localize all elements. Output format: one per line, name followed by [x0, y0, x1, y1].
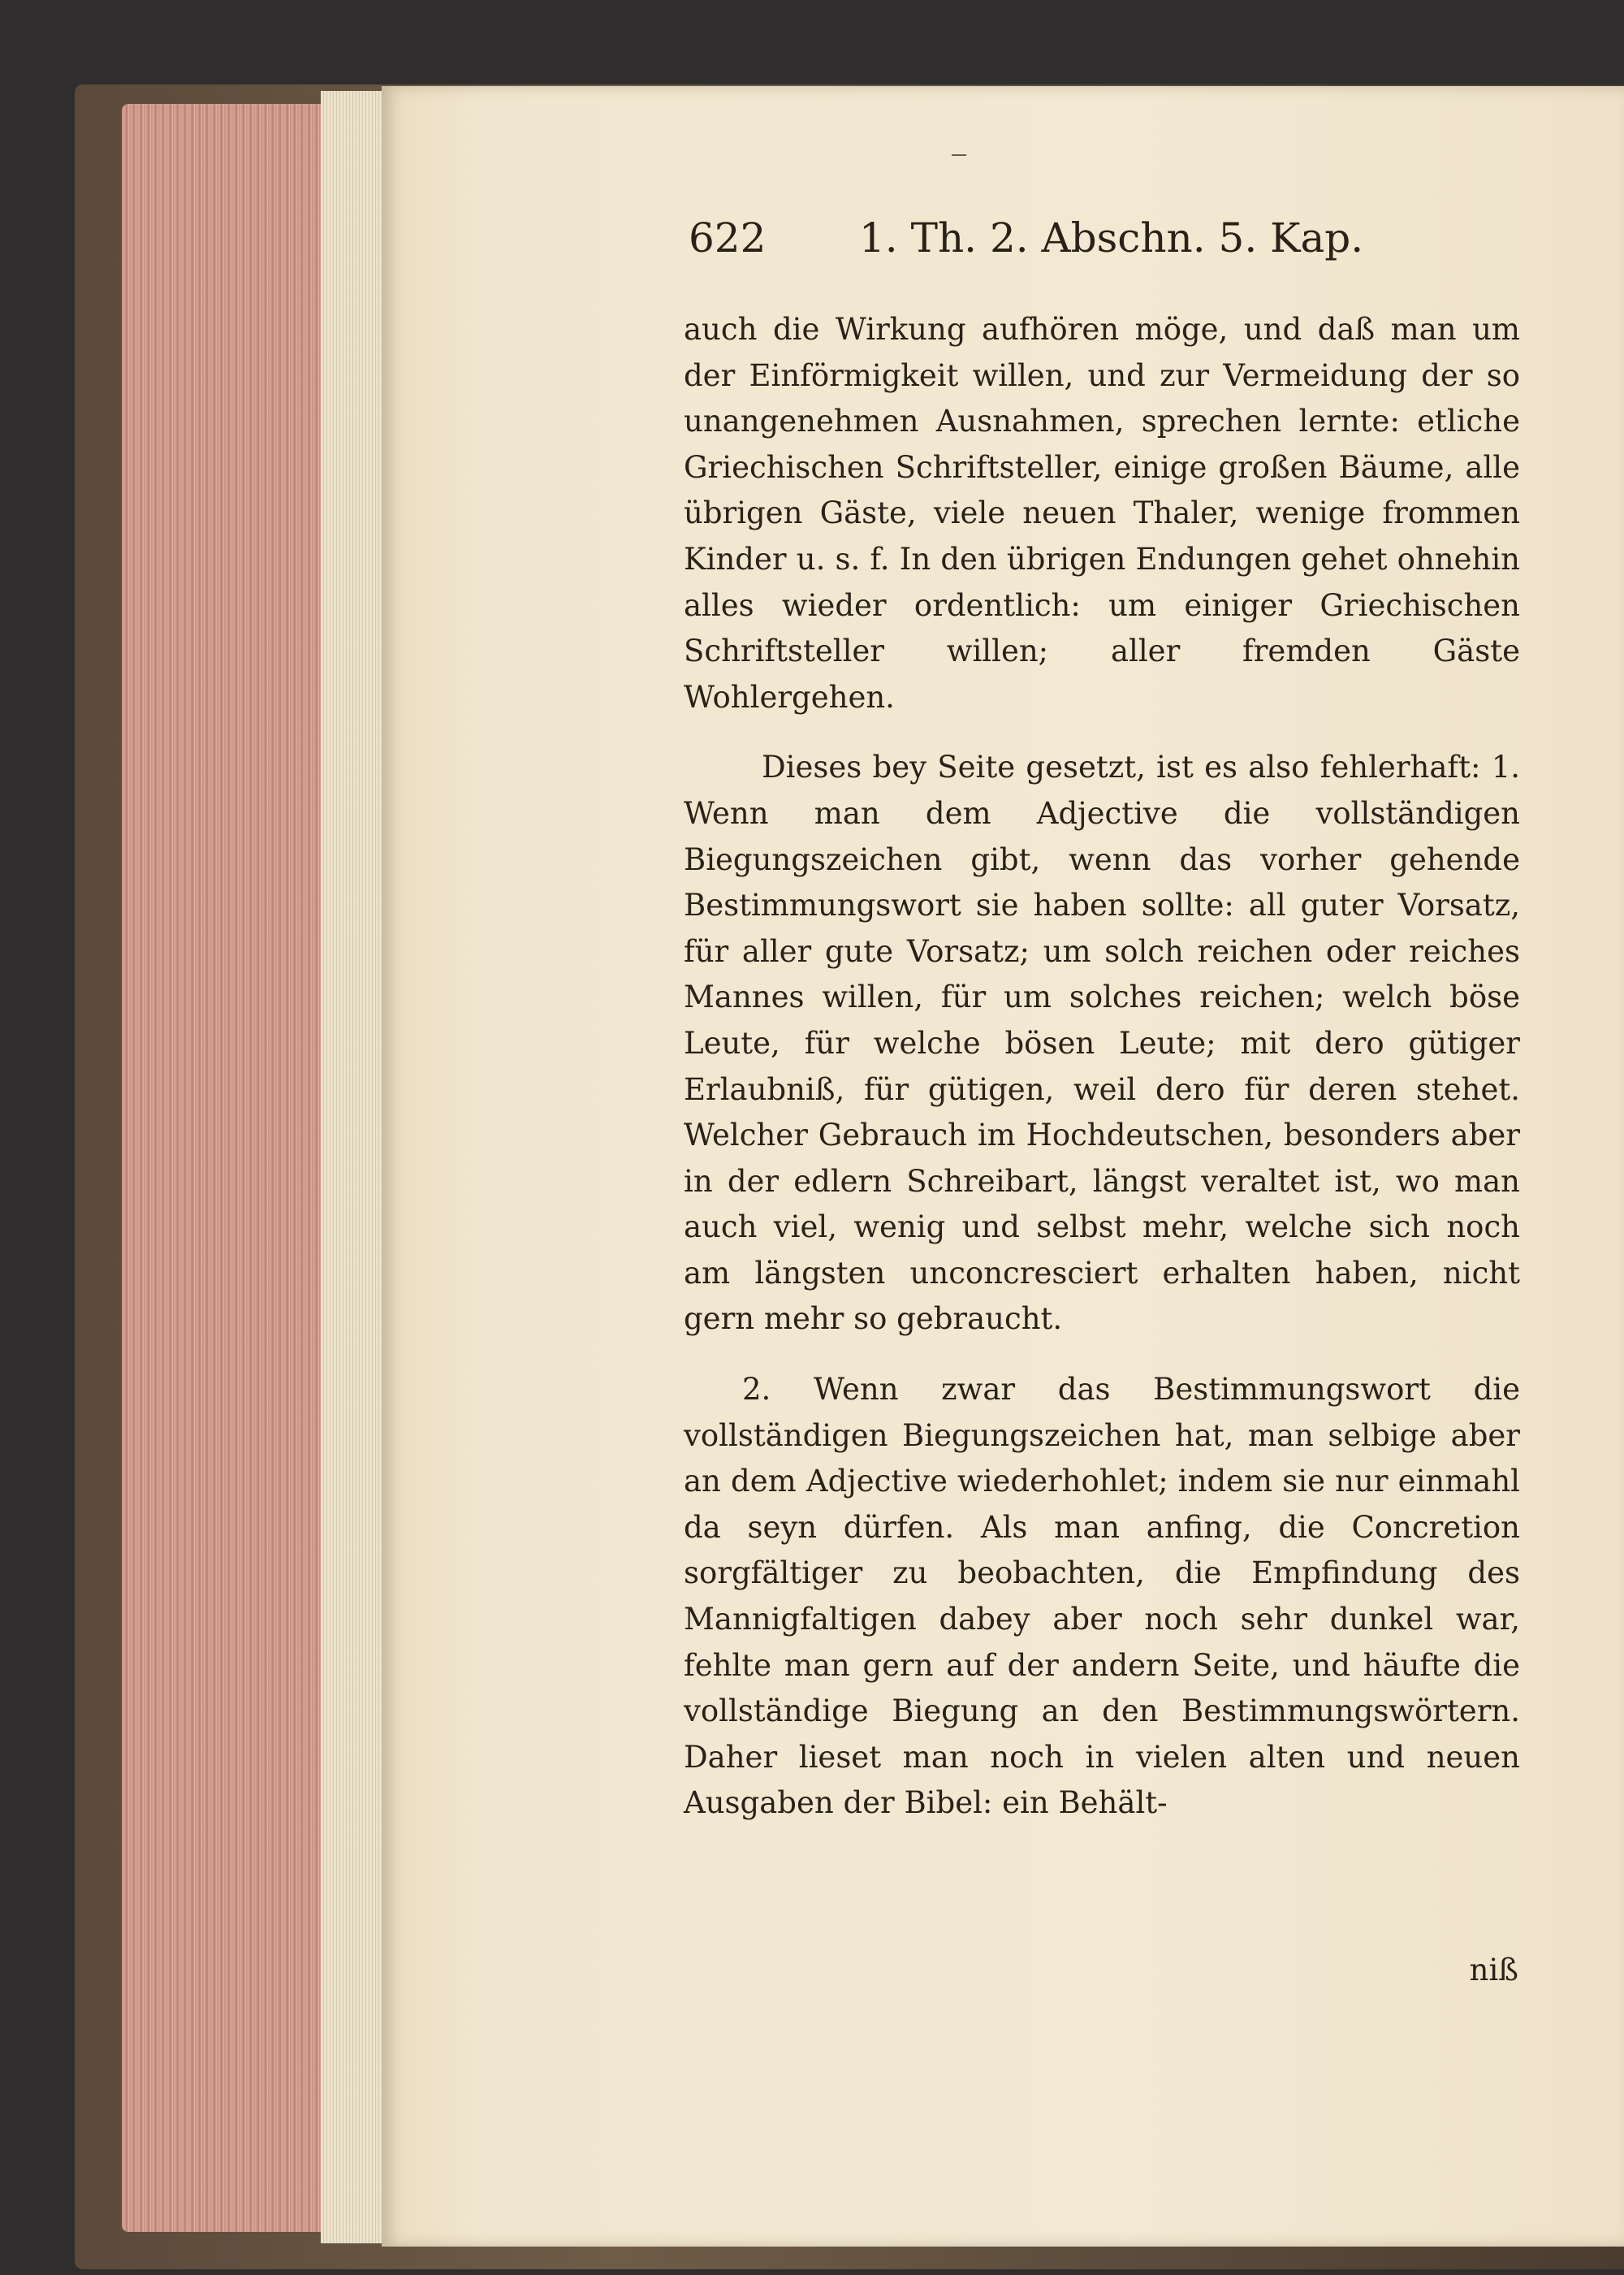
paragraph-2: Dieses bey Seite gesetzt, ist es also fehlerhaft: 1. Wenn man dem Adjective die vollständigen Biegungszeichen gibt, wenn das vorher gehende Bestimmungswort sie haben sollte: all guter Vorsatz, für aller gute Vorsatz; um solch reichen oder reiches Mannes willen, für um solches reichen; welch böse Leute, für welche bösen Leute; mit dero gütiger Erlaubniß, für gütigen, weil dero für deren stehet. Welcher Gebrauch im Hochdeutschen, besonders aber in der edlern Schreibart, längst veraltet ist, wo man auch viel, wenig und selbst mehr, welche sich noch am längsten unconcresciert erhalten haben, nicht gern mehr so gebraucht. [684, 750, 1520, 1337]
catchword: niß [1469, 1953, 1518, 1987]
paragraph-1: auch die Wirkung aufhören möge, und daß man um der Einförmigkeit willen, und zur Vermeidung der so unangenehmen Ausnahmen, sprechen lernte: etliche Griechischen Schriftsteller, einige großen Bäume, alle übrigen Gäste, viele neuen Thaler, wenige frommen Kinder u. s. f. In den übrigen Endungen gehet ohnehin alles wieder ordentlich: um einiger Griechischen Schriftsteller willen; aller fremden Gäste Wohlergehen. [684, 312, 1520, 715]
section-heading: 1. Th. 2. Abschn. 5. Kap. [859, 214, 1364, 262]
paragraph-3: 2. Wenn zwar das Bestimmungswort die vollständigen Biegungszeichen hat, man selbige aber an dem Adjective wiederhohlet; indem sie nur einmahl da seyn dürfen. Als man anfing, die Concretion sorgfältiger zu beobachten, die Empfindung des Mannigfaltigen dabey aber noch sehr dunkel war, fehlte man gern auf der andern Seite, und häufte die vollständige Biegung an den Bestimmungswörtern. Daher lieset man noch in vielen alten und neuen Ausgaben der Bibel: ein Behält- [684, 1372, 1520, 1821]
text-block [684, 307, 1520, 1827]
page-number: 622 [689, 214, 767, 262]
margin-mark [952, 154, 966, 156]
running-head [689, 210, 1363, 266]
leaf-stack [321, 91, 386, 2243]
